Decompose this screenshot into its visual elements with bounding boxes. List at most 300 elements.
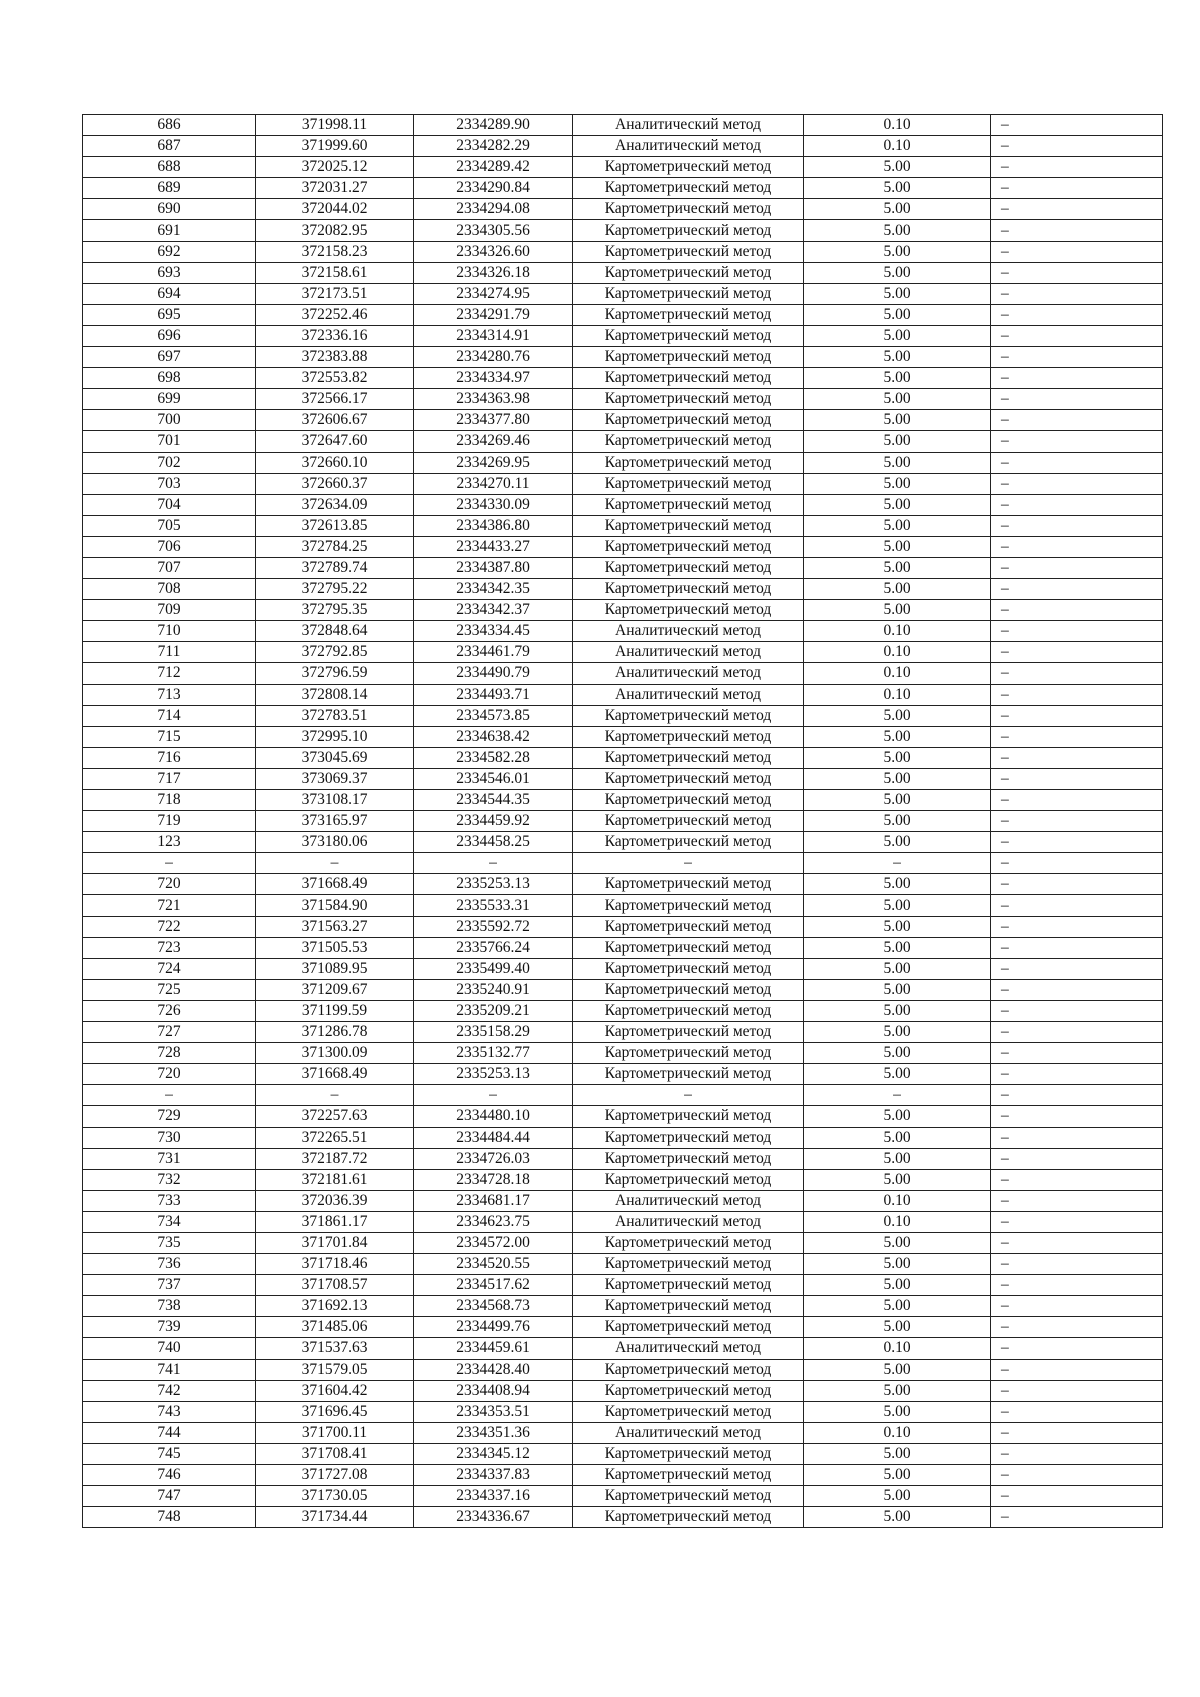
x-coordinate-cell: 371604.42 [256, 1380, 414, 1401]
table-row [83, 325, 1163, 346]
x-coordinate-cell: 372566.17 [256, 389, 414, 410]
table-row [83, 262, 1163, 283]
method-cell: Картометрический метод [573, 304, 804, 325]
y-coordinate-cell: 2334428.40 [414, 1359, 573, 1380]
method-cell: Картометрический метод [573, 1106, 804, 1127]
x-coordinate-cell: 372158.61 [256, 262, 414, 283]
method-cell: Картометрический метод [573, 600, 804, 621]
description-cell: – [991, 621, 1163, 642]
accuracy-cell: 5.00 [804, 1380, 991, 1401]
description-cell: – [991, 1401, 1163, 1422]
y-coordinate-cell: 2334726.03 [414, 1148, 573, 1169]
method-cell: Аналитический метод [573, 115, 804, 136]
accuracy-cell: 5.00 [804, 1359, 991, 1380]
accuracy-cell: 5.00 [804, 347, 991, 368]
y-coordinate-cell: 2335158.29 [414, 1022, 573, 1043]
description-cell: – [991, 1254, 1163, 1275]
table-row [83, 1254, 1163, 1275]
x-coordinate-cell: 371505.53 [256, 937, 414, 958]
point-number-cell: 711 [83, 642, 256, 663]
accuracy-cell: 5.00 [804, 368, 991, 389]
accuracy-cell: 5.00 [804, 1064, 991, 1085]
table-row [83, 1507, 1163, 1528]
method-cell: Картометрический метод [573, 1169, 804, 1190]
table-row [83, 1190, 1163, 1211]
accuracy-cell: 5.00 [804, 389, 991, 410]
method-cell: Картометрический метод [573, 747, 804, 768]
accuracy-cell: 5.00 [804, 579, 991, 600]
point-number-cell: 732 [83, 1169, 256, 1190]
description-cell: – [991, 853, 1163, 874]
x-coordinate-cell: 371286.78 [256, 1022, 414, 1043]
table-row [83, 389, 1163, 410]
description-cell: – [991, 1064, 1163, 1085]
table-row [83, 1338, 1163, 1359]
point-number-cell: 692 [83, 241, 256, 262]
x-coordinate-cell: 372265.51 [256, 1127, 414, 1148]
description-cell: – [991, 473, 1163, 494]
x-coordinate-cell: 371998.11 [256, 115, 414, 136]
point-number-cell: 719 [83, 811, 256, 832]
x-coordinate-cell: 373069.37 [256, 768, 414, 789]
y-coordinate-cell: 2335253.13 [414, 1064, 573, 1085]
y-coordinate-cell: 2334480.10 [414, 1106, 573, 1127]
description-cell: – [991, 1380, 1163, 1401]
x-coordinate-cell: 372383.88 [256, 347, 414, 368]
accuracy-cell: 5.00 [804, 515, 991, 536]
description-cell: – [991, 916, 1163, 937]
x-coordinate-cell: 371199.59 [256, 1000, 414, 1021]
y-coordinate-cell: 2334294.08 [414, 199, 573, 220]
method-cell: Картометрический метод [573, 1380, 804, 1401]
point-number-cell: 699 [83, 389, 256, 410]
y-coordinate-cell: 2334459.92 [414, 811, 573, 832]
x-coordinate-cell: 371563.27 [256, 916, 414, 937]
point-number-cell: 694 [83, 283, 256, 304]
description-cell: – [991, 283, 1163, 304]
method-cell: Картометрический метод [573, 579, 804, 600]
x-coordinate-cell: 373108.17 [256, 790, 414, 811]
y-coordinate-cell: 2334353.51 [414, 1401, 573, 1422]
y-coordinate-cell: 2334387.80 [414, 557, 573, 578]
point-number-cell: 730 [83, 1127, 256, 1148]
point-number-cell: 701 [83, 431, 256, 452]
y-coordinate-cell: 2335766.24 [414, 937, 573, 958]
y-coordinate-cell: 2334459.61 [414, 1338, 573, 1359]
table-row [83, 1127, 1163, 1148]
description-cell: – [991, 768, 1163, 789]
y-coordinate-cell: 2335132.77 [414, 1043, 573, 1064]
y-coordinate-cell: 2334314.91 [414, 325, 573, 346]
method-cell: Аналитический метод [573, 642, 804, 663]
accuracy-cell: 5.00 [804, 199, 991, 220]
x-coordinate-cell: 372181.61 [256, 1169, 414, 1190]
y-coordinate-cell: 2334546.01 [414, 768, 573, 789]
description-cell: – [991, 811, 1163, 832]
y-coordinate-cell: 2334305.56 [414, 220, 573, 241]
y-coordinate-cell: 2334326.60 [414, 241, 573, 262]
x-coordinate-cell: 371584.90 [256, 895, 414, 916]
y-coordinate-cell: 2334433.27 [414, 536, 573, 557]
table-row [83, 283, 1163, 304]
point-number-cell: 743 [83, 1401, 256, 1422]
x-coordinate-cell: 372795.22 [256, 579, 414, 600]
method-cell: Картометрический метод [573, 157, 804, 178]
x-coordinate-cell: 372613.85 [256, 515, 414, 536]
y-coordinate-cell: 2335533.31 [414, 895, 573, 916]
description-cell: – [991, 1232, 1163, 1253]
y-coordinate-cell: 2334623.75 [414, 1211, 573, 1232]
table-row [83, 705, 1163, 726]
method-cell: Картометрический метод [573, 1232, 804, 1253]
table-row [83, 1064, 1163, 1085]
description-cell: – [991, 1422, 1163, 1443]
table-row [83, 1296, 1163, 1317]
point-number-cell: 710 [83, 621, 256, 642]
y-coordinate-cell: 2334282.29 [414, 136, 573, 157]
description-cell: – [991, 494, 1163, 515]
accuracy-cell: 5.00 [804, 1317, 991, 1338]
method-cell: Картометрический метод [573, 1401, 804, 1422]
y-coordinate-cell: 2334326.18 [414, 262, 573, 283]
x-coordinate-cell: 372796.59 [256, 663, 414, 684]
table-row [83, 937, 1163, 958]
point-number-cell: 688 [83, 157, 256, 178]
y-coordinate-cell: 2334490.79 [414, 663, 573, 684]
method-cell: Картометрический метод [573, 1000, 804, 1021]
method-cell: Картометрический метод [573, 473, 804, 494]
table-row [83, 832, 1163, 853]
x-coordinate-cell: 372660.10 [256, 452, 414, 473]
accuracy-cell: 0.10 [804, 115, 991, 136]
method-cell: Картометрический метод [573, 1254, 804, 1275]
x-coordinate-cell: 373045.69 [256, 747, 414, 768]
description-cell: – [991, 262, 1163, 283]
method-cell: Картометрический метод [573, 874, 804, 895]
y-coordinate-cell: 2334461.79 [414, 642, 573, 663]
y-coordinate-cell: 2335209.21 [414, 1000, 573, 1021]
point-number-cell: 740 [83, 1338, 256, 1359]
y-coordinate-cell: 2334274.95 [414, 283, 573, 304]
point-number-cell: 704 [83, 494, 256, 515]
table-row [83, 600, 1163, 621]
table-row [83, 241, 1163, 262]
accuracy-cell: 5.00 [804, 241, 991, 262]
point-number-cell: 706 [83, 536, 256, 557]
x-coordinate-cell: 371668.49 [256, 874, 414, 895]
description-cell: – [991, 1486, 1163, 1507]
x-coordinate-cell: 371701.84 [256, 1232, 414, 1253]
method-cell: Картометрический метод [573, 768, 804, 789]
table-row [83, 1000, 1163, 1021]
x-coordinate-cell: 371668.49 [256, 1064, 414, 1085]
method-cell: Картометрический метод [573, 283, 804, 304]
table-row [83, 1401, 1163, 1422]
accuracy-cell: 0.10 [804, 1211, 991, 1232]
point-number-cell: 698 [83, 368, 256, 389]
document-page [82, 114, 1162, 1528]
method-cell: Картометрический метод [573, 1443, 804, 1464]
point-number-cell: 696 [83, 325, 256, 346]
table-row [83, 410, 1163, 431]
x-coordinate-cell: 371089.95 [256, 958, 414, 979]
method-cell: Картометрический метод [573, 410, 804, 431]
description-cell: – [991, 1106, 1163, 1127]
point-number-cell: 728 [83, 1043, 256, 1064]
accuracy-cell: 5.00 [804, 1148, 991, 1169]
point-number-cell: 709 [83, 600, 256, 621]
table-row [83, 1486, 1163, 1507]
y-coordinate-cell: 2334544.35 [414, 790, 573, 811]
x-coordinate-cell: 372044.02 [256, 199, 414, 220]
point-number-cell: 746 [83, 1465, 256, 1486]
table-row [83, 1022, 1163, 1043]
accuracy-cell: 5.00 [804, 979, 991, 1000]
accuracy-cell: 5.00 [804, 1106, 991, 1127]
accuracy-cell: 0.10 [804, 136, 991, 157]
accuracy-cell: 5.00 [804, 178, 991, 199]
table-row [83, 452, 1163, 473]
method-cell: Картометрический метод [573, 178, 804, 199]
description-cell: – [991, 1085, 1163, 1106]
description-cell: – [991, 115, 1163, 136]
table-row [83, 473, 1163, 494]
description-cell: – [991, 1507, 1163, 1528]
point-number-cell: 725 [83, 979, 256, 1000]
description-cell: – [991, 1338, 1163, 1359]
description-cell: – [991, 579, 1163, 600]
y-coordinate-cell: 2334582.28 [414, 747, 573, 768]
method-cell: Картометрический метод [573, 1465, 804, 1486]
point-number-cell: 738 [83, 1296, 256, 1317]
table-row [83, 557, 1163, 578]
y-coordinate-cell: 2334638.42 [414, 726, 573, 747]
x-coordinate-cell: 372553.82 [256, 368, 414, 389]
x-coordinate-cell: – [256, 853, 414, 874]
description-cell: – [991, 1127, 1163, 1148]
x-coordinate-cell: 372808.14 [256, 684, 414, 705]
description-cell: – [991, 600, 1163, 621]
method-cell: Аналитический метод [573, 663, 804, 684]
accuracy-cell: 5.00 [804, 1296, 991, 1317]
description-cell: – [991, 1169, 1163, 1190]
table-row [83, 642, 1163, 663]
y-coordinate-cell: 2334269.95 [414, 452, 573, 473]
y-coordinate-cell: 2334289.90 [414, 115, 573, 136]
y-coordinate-cell: 2334330.09 [414, 494, 573, 515]
description-cell: – [991, 790, 1163, 811]
method-cell: Картометрический метод [573, 1064, 804, 1085]
x-coordinate-cell: 371700.11 [256, 1422, 414, 1443]
point-number-cell: 689 [83, 178, 256, 199]
y-coordinate-cell: 2334345.12 [414, 1443, 573, 1464]
table-row [83, 368, 1163, 389]
accuracy-cell: 5.00 [804, 1232, 991, 1253]
method-cell: Аналитический метод [573, 1211, 804, 1232]
description-cell: – [991, 157, 1163, 178]
y-coordinate-cell: 2334386.80 [414, 515, 573, 536]
method-cell: Картометрический метод [573, 958, 804, 979]
method-cell: Картометрический метод [573, 811, 804, 832]
y-coordinate-cell: 2335240.91 [414, 979, 573, 1000]
y-coordinate-cell: 2334336.67 [414, 1507, 573, 1528]
method-cell: – [573, 1085, 804, 1106]
point-number-cell: 741 [83, 1359, 256, 1380]
y-coordinate-cell: 2334289.42 [414, 157, 573, 178]
description-cell: – [991, 1359, 1163, 1380]
table-row [83, 874, 1163, 895]
accuracy-cell: 5.00 [804, 473, 991, 494]
x-coordinate-cell: 371696.45 [256, 1401, 414, 1422]
accuracy-cell: 5.00 [804, 811, 991, 832]
y-coordinate-cell: 2334568.73 [414, 1296, 573, 1317]
accuracy-cell: 5.00 [804, 1401, 991, 1422]
x-coordinate-cell: 372795.35 [256, 600, 414, 621]
accuracy-cell: 5.00 [804, 325, 991, 346]
description-cell: – [991, 726, 1163, 747]
table-row [83, 811, 1163, 832]
x-coordinate-cell: 372634.09 [256, 494, 414, 515]
accuracy-cell: 5.00 [804, 1022, 991, 1043]
description-cell: – [991, 536, 1163, 557]
table-row [83, 621, 1163, 642]
point-number-cell: 715 [83, 726, 256, 747]
table-row [83, 431, 1163, 452]
accuracy-cell: 5.00 [804, 262, 991, 283]
x-coordinate-cell: 371579.05 [256, 1359, 414, 1380]
y-coordinate-cell: 2334270.11 [414, 473, 573, 494]
table-row [83, 1275, 1163, 1296]
y-coordinate-cell: 2335499.40 [414, 958, 573, 979]
table-row [83, 1211, 1163, 1232]
table-row [83, 895, 1163, 916]
x-coordinate-cell: 371300.09 [256, 1043, 414, 1064]
y-coordinate-cell: 2334337.16 [414, 1486, 573, 1507]
accuracy-cell: 5.00 [804, 747, 991, 768]
table-row [83, 1169, 1163, 1190]
point-number-cell: 686 [83, 115, 256, 136]
point-number-cell: 747 [83, 1486, 256, 1507]
y-coordinate-cell: – [414, 853, 573, 874]
point-number-cell: 708 [83, 579, 256, 600]
table-row [83, 199, 1163, 220]
method-cell: Картометрический метод [573, 347, 804, 368]
accuracy-cell: 5.00 [804, 958, 991, 979]
point-number-cell: 702 [83, 452, 256, 473]
method-cell: Картометрический метод [573, 431, 804, 452]
accuracy-cell: 0.10 [804, 663, 991, 684]
table-row [83, 747, 1163, 768]
description-cell: – [991, 515, 1163, 536]
y-coordinate-cell: 2335253.13 [414, 874, 573, 895]
table-row [83, 1106, 1163, 1127]
point-number-cell: 744 [83, 1422, 256, 1443]
description-cell: – [991, 199, 1163, 220]
method-cell: Картометрический метод [573, 726, 804, 747]
accuracy-cell: 5.00 [804, 1486, 991, 1507]
y-coordinate-cell: 2334334.45 [414, 621, 573, 642]
method-cell: Картометрический метод [573, 1359, 804, 1380]
description-cell: – [991, 1443, 1163, 1464]
description-cell: – [991, 368, 1163, 389]
description-cell: – [991, 937, 1163, 958]
table-row [83, 1317, 1163, 1338]
x-coordinate-cell: 372173.51 [256, 283, 414, 304]
y-coordinate-cell: 2335592.72 [414, 916, 573, 937]
accuracy-cell: 5.00 [804, 220, 991, 241]
description-cell: – [991, 1296, 1163, 1317]
point-number-cell: 713 [83, 684, 256, 705]
description-cell: – [991, 642, 1163, 663]
description-cell: – [991, 1317, 1163, 1338]
method-cell: Аналитический метод [573, 1190, 804, 1211]
method-cell: Картометрический метод [573, 1022, 804, 1043]
table-row [83, 515, 1163, 536]
point-number-cell: 739 [83, 1317, 256, 1338]
x-coordinate-cell: 372789.74 [256, 557, 414, 578]
description-cell: – [991, 325, 1163, 346]
x-coordinate-cell: 371861.17 [256, 1211, 414, 1232]
method-cell: Картометрический метод [573, 494, 804, 515]
accuracy-cell: 5.00 [804, 431, 991, 452]
accuracy-cell: – [804, 1085, 991, 1106]
accuracy-cell: 5.00 [804, 1127, 991, 1148]
method-cell: Картометрический метод [573, 368, 804, 389]
x-coordinate-cell: 372025.12 [256, 157, 414, 178]
accuracy-cell: 5.00 [804, 1275, 991, 1296]
point-number-cell: 703 [83, 473, 256, 494]
table-row [83, 136, 1163, 157]
description-cell: – [991, 705, 1163, 726]
y-coordinate-cell: 2334681.17 [414, 1190, 573, 1211]
accuracy-cell: 5.00 [804, 410, 991, 431]
x-coordinate-cell: 371209.67 [256, 979, 414, 1000]
x-coordinate-cell: – [256, 1085, 414, 1106]
x-coordinate-cell: 371718.46 [256, 1254, 414, 1275]
x-coordinate-cell: 371727.08 [256, 1465, 414, 1486]
table-body [83, 115, 1163, 1528]
description-cell: – [991, 1148, 1163, 1169]
method-cell: Картометрический метод [573, 325, 804, 346]
method-cell: Картометрический метод [573, 832, 804, 853]
x-coordinate-cell: 373180.06 [256, 832, 414, 853]
accuracy-cell: 0.10 [804, 642, 991, 663]
accuracy-cell: 5.00 [804, 494, 991, 515]
accuracy-cell: 5.00 [804, 790, 991, 811]
y-coordinate-cell: 2334342.35 [414, 579, 573, 600]
y-coordinate-cell: 2334520.55 [414, 1254, 573, 1275]
table-row [83, 916, 1163, 937]
table-row [83, 579, 1163, 600]
table-row [83, 1422, 1163, 1443]
point-number-cell: 716 [83, 747, 256, 768]
table-row [83, 1465, 1163, 1486]
point-number-cell: 722 [83, 916, 256, 937]
x-coordinate-cell: 371708.57 [256, 1275, 414, 1296]
table-row [83, 958, 1163, 979]
description-cell: – [991, 1465, 1163, 1486]
method-cell: Картометрический метод [573, 1317, 804, 1338]
table-row [83, 115, 1163, 136]
y-coordinate-cell: 2334493.71 [414, 684, 573, 705]
point-number-cell: 720 [83, 1064, 256, 1085]
point-number-cell: 691 [83, 220, 256, 241]
coordinates-table [82, 114, 1163, 1528]
method-cell: Аналитический метод [573, 136, 804, 157]
accuracy-cell: 5.00 [804, 916, 991, 937]
x-coordinate-cell: 371708.41 [256, 1443, 414, 1464]
method-cell: Аналитический метод [573, 621, 804, 642]
